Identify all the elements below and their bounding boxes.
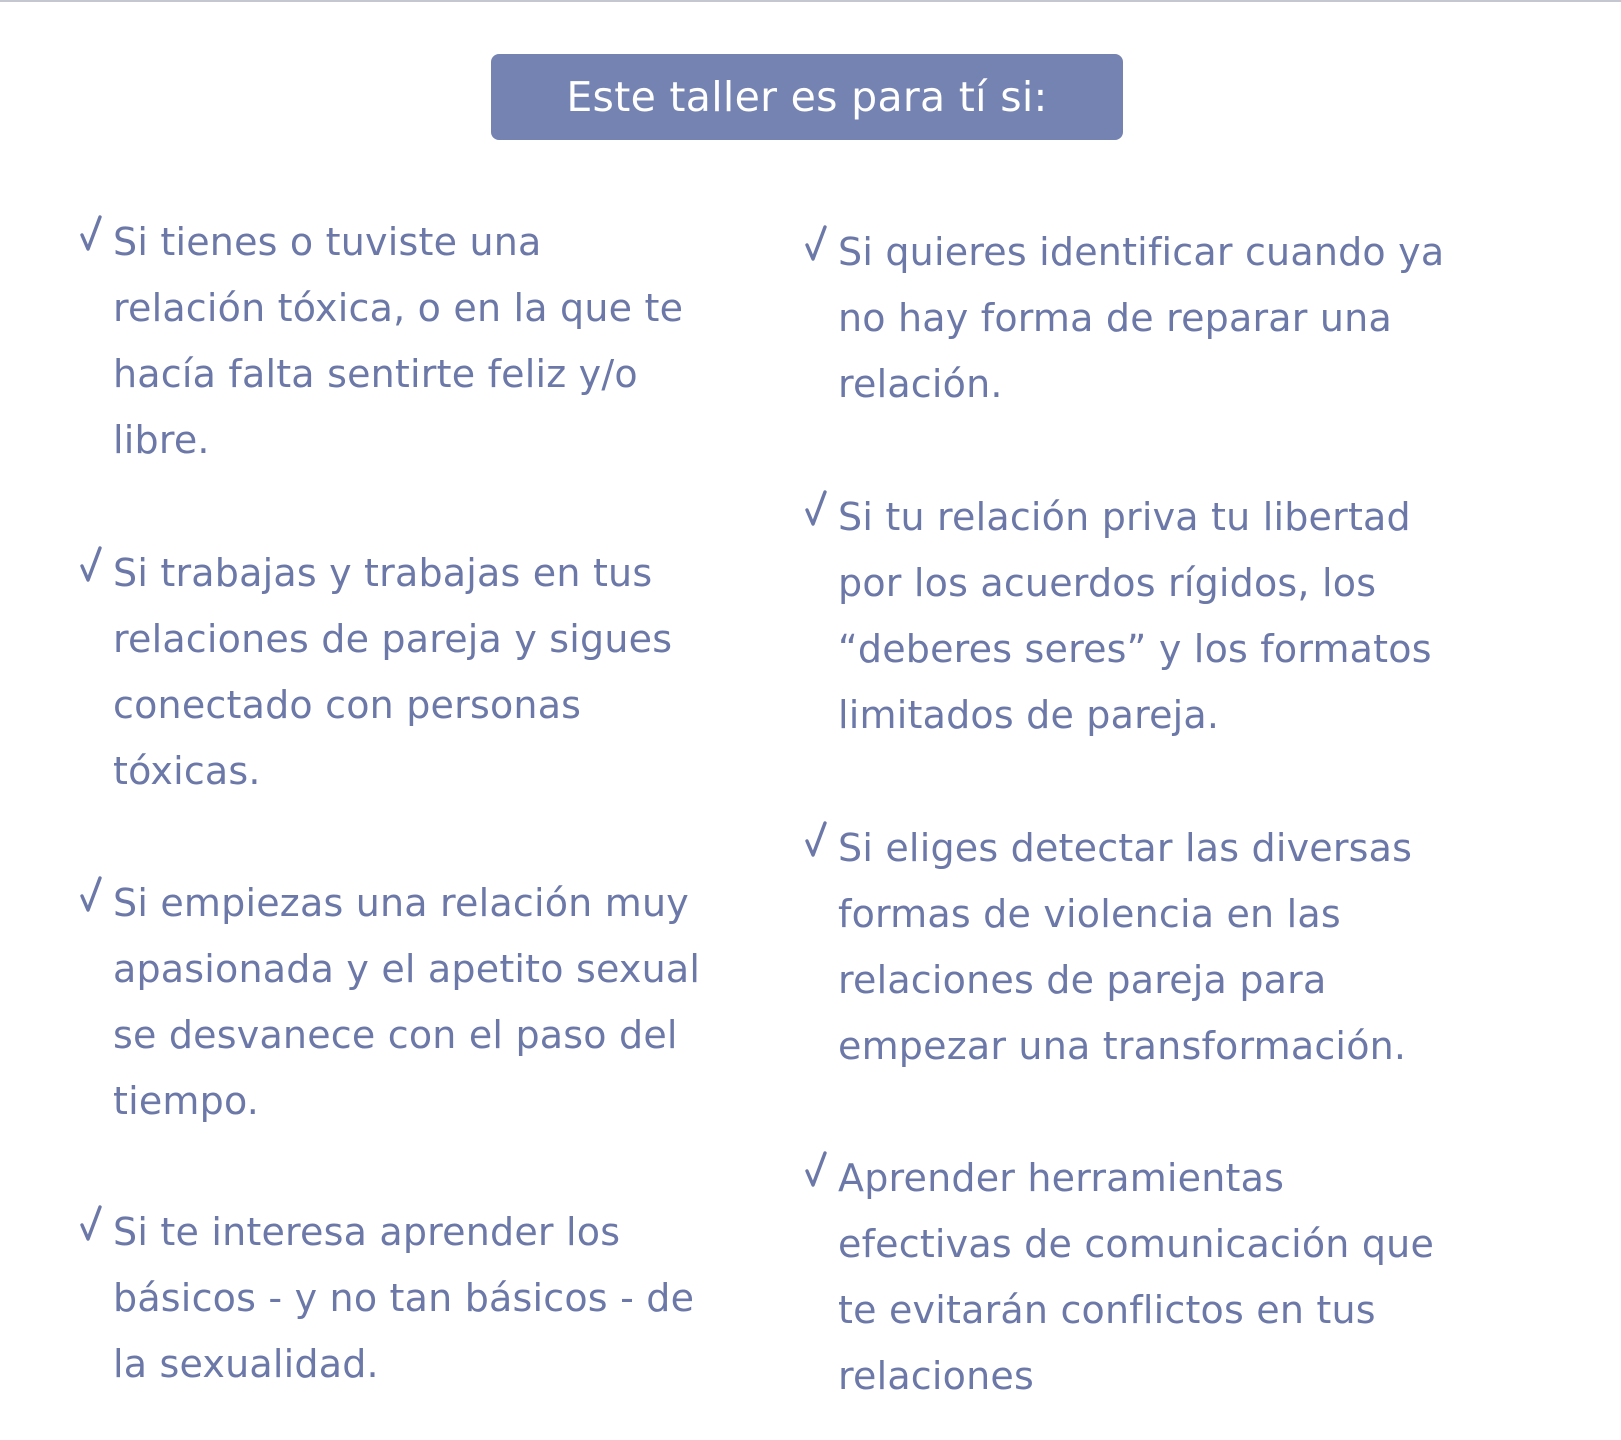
- checkmark-icon: [80, 1203, 104, 1247]
- checkmark-icon: [805, 488, 829, 532]
- list-item-text: formas de violencia en las: [838, 892, 1341, 936]
- list-item-text: relación.: [838, 362, 1003, 406]
- checkmark-icon: [80, 544, 104, 588]
- list-item-text: Si te interesa aprender los: [113, 1210, 621, 1254]
- checkmark-icon: [805, 223, 829, 267]
- list-item-text: empezar una transformación.: [838, 1024, 1407, 1068]
- header-banner: [491, 54, 1123, 140]
- checkmark-icon: [80, 874, 104, 918]
- list-item-text: efectivas de comunicación que: [838, 1222, 1435, 1266]
- list-item-text: Si tu relación priva tu libertad: [838, 495, 1411, 539]
- list-item-text: Aprender herramientas: [838, 1156, 1285, 1200]
- list-item-text: hacía falta sentirte feliz y/o: [113, 352, 638, 396]
- list-item-text: no hay forma de reparar una: [838, 296, 1392, 340]
- list-item-text: la sexualidad.: [113, 1342, 379, 1386]
- list-item-text: tiempo.: [113, 1079, 260, 1123]
- list-item-text: libre.: [113, 418, 210, 462]
- list-item-text: te evitarán conflictos en tus: [838, 1288, 1376, 1332]
- list-item-text: Si tienes o tuviste una: [113, 220, 542, 264]
- list-item-text: relaciones de pareja para: [838, 958, 1327, 1002]
- list-item-text: “deberes seres” y los formatos: [838, 627, 1432, 671]
- header-title: Este taller es para tí si:: [566, 72, 1048, 121]
- list-item-text: relaciones de pareja y sigues: [113, 617, 673, 661]
- list-item-text: apasionada y el apetito sexual: [113, 947, 701, 991]
- list-item-text: limitados de pareja.: [838, 693, 1220, 737]
- list-item-text: Si empiezas una relación muy: [113, 881, 689, 925]
- list-item-text: relaciones: [838, 1354, 1034, 1398]
- list-item-text: se desvanece con el paso del: [113, 1013, 678, 1057]
- checkmark-icon: [805, 819, 829, 863]
- list-item-text: Si trabajas y trabajas en tus: [113, 551, 653, 595]
- list-item-text: Si eliges detectar las diversas: [838, 826, 1413, 870]
- list-item-text: tóxicas.: [113, 749, 261, 793]
- list-item-text: Si quieres identificar cuando ya: [838, 230, 1445, 274]
- list-item-text: conectado con personas: [113, 683, 582, 727]
- top-divider: [0, 0, 1621, 2]
- list-item-text: relación tóxica, o en la que te: [113, 286, 684, 330]
- list-item-text: por los acuerdos rígidos, los: [838, 561, 1377, 605]
- list-item-text: básicos - y no tan básicos - de: [113, 1276, 695, 1320]
- checkmark-icon: [805, 1149, 829, 1193]
- checkmark-icon: [80, 213, 104, 257]
